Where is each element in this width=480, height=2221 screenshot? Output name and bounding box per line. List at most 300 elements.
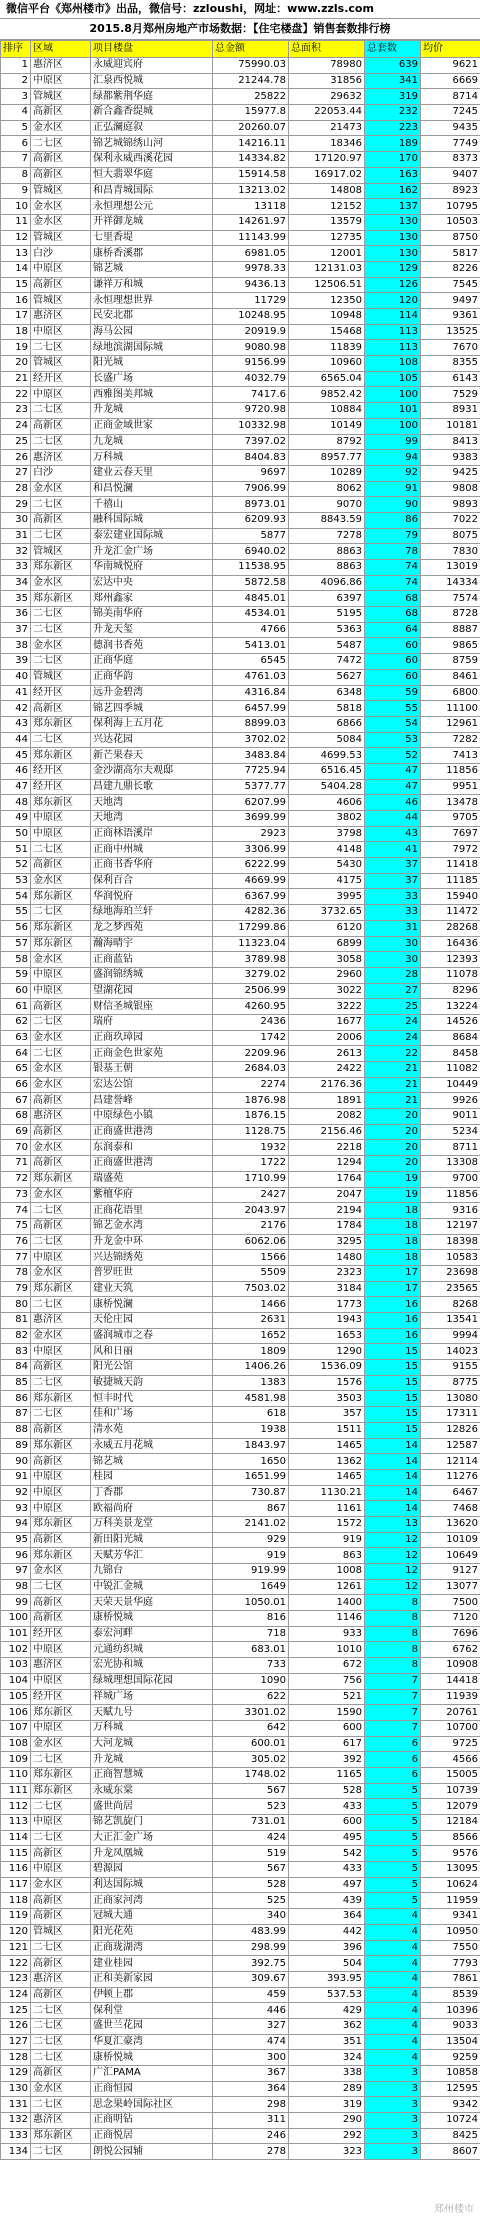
cell-project: 阳光花苑: [91, 1924, 213, 1940]
table-row: [1, 2003, 480, 2019]
cell-amount: 3483.84: [213, 748, 289, 764]
table-row: [1, 120, 480, 136]
cell-area: 1290: [289, 1344, 365, 1360]
cell-area: 1130.21: [289, 1485, 365, 1501]
cell-avg-price: 14418: [421, 1673, 480, 1689]
cell-area: 12001: [289, 246, 365, 262]
cell-avg-price: 10583: [421, 1250, 480, 1266]
cell-district: 高新区: [31, 1124, 91, 1140]
table-row: [1, 1203, 480, 1219]
table-row: [1, 2097, 480, 2113]
cell-area: 528: [289, 1783, 365, 1799]
cell-area: 10948: [289, 309, 365, 325]
cell-rank: 87: [1, 1407, 31, 1423]
cell-avg-price: 8728: [421, 607, 480, 623]
cell-amount: 11143.99: [213, 230, 289, 246]
cell-units: 53: [365, 732, 421, 748]
cell-avg-price: 8355: [421, 356, 480, 372]
cell-amount: 7906.99: [213, 481, 289, 497]
cell-project: 康桥悦城: [91, 1611, 213, 1627]
cell-amount: 4845.01: [213, 591, 289, 607]
cell-amount: 309.67: [213, 1971, 289, 1987]
cell-district: 白沙: [31, 465, 91, 481]
cell-area: 392: [289, 1752, 365, 1768]
table-row: [1, 732, 480, 748]
table-row: [1, 497, 480, 513]
cell-avg-price: 4566: [421, 1752, 480, 1768]
cell-avg-price: 9033: [421, 2018, 480, 2034]
cell-district: 金水区: [31, 214, 91, 230]
cell-units: 99: [365, 434, 421, 450]
cell-units: 5: [365, 1862, 421, 1878]
col-header-avg-price: 均价: [421, 41, 480, 58]
col-header-amount: 总金额: [213, 41, 289, 58]
cell-avg-price: 12587: [421, 1438, 480, 1454]
cell-project: 远升金碧湾: [91, 685, 213, 701]
table-row: [1, 763, 480, 779]
cell-avg-price: 15005: [421, 1767, 480, 1783]
cell-amount: 718: [213, 1626, 289, 1642]
cell-area: 429: [289, 2003, 365, 2019]
cell-rank: 74: [1, 1203, 31, 1219]
cell-amount: 4581.98: [213, 1391, 289, 1407]
cell-amount: 525: [213, 1893, 289, 1909]
cell-rank: 52: [1, 858, 31, 874]
cell-units: 105: [365, 371, 421, 387]
cell-district: 中原区: [31, 387, 91, 403]
table-row: [1, 826, 480, 842]
col-header-district: 区域: [31, 41, 91, 58]
table-row: [1, 1265, 480, 1281]
table-row: [1, 842, 480, 858]
cell-district: 二七区: [31, 136, 91, 152]
cell-units: 30: [365, 952, 421, 968]
cell-units: 90: [365, 497, 421, 513]
cell-units: 17: [365, 1265, 421, 1281]
cell-rank: 32: [1, 544, 31, 560]
cell-project: 锦艺城: [91, 1454, 213, 1470]
cell-avg-price: 12184: [421, 1815, 480, 1831]
cell-area: 15468: [289, 324, 365, 340]
cell-avg-price: 10649: [421, 1548, 480, 1564]
cell-avg-price: 17311: [421, 1407, 480, 1423]
cell-avg-price: 7830: [421, 544, 480, 560]
cell-amount: 567: [213, 1862, 289, 1878]
cell-amount: 618: [213, 1407, 289, 1423]
cell-district: 高新区: [31, 1611, 91, 1627]
cell-amount: 929: [213, 1532, 289, 1548]
cell-units: 19: [365, 1171, 421, 1187]
cell-units: 130: [365, 246, 421, 262]
cell-avg-price: 7574: [421, 591, 480, 607]
cell-avg-price: 6143: [421, 371, 480, 387]
cell-district: 郑东新区: [31, 889, 91, 905]
cell-units: 68: [365, 607, 421, 623]
cell-area: 1010: [289, 1642, 365, 1658]
cell-amount: 519: [213, 1846, 289, 1862]
cell-project: 泰宏河畔: [91, 1626, 213, 1642]
table-header-row: [1, 41, 480, 58]
cell-rank: 72: [1, 1171, 31, 1187]
cell-avg-price: 7245: [421, 105, 480, 121]
cell-area: 537.53: [289, 1987, 365, 2003]
table-row: [1, 1548, 480, 1564]
cell-area: 12735: [289, 230, 365, 246]
cell-area: 7278: [289, 528, 365, 544]
cell-area: 4096.86: [289, 575, 365, 591]
cell-units: 15: [365, 1375, 421, 1391]
cell-project: 正商盛世港湾: [91, 1156, 213, 1172]
cell-avg-price: 11856: [421, 1187, 480, 1203]
cell-units: 6: [365, 1752, 421, 1768]
cell-avg-price: 6800: [421, 685, 480, 701]
cell-district: 金水区: [31, 2081, 91, 2097]
table-row: [1, 560, 480, 576]
table-row: [1, 1234, 480, 1250]
table-row: [1, 638, 480, 654]
cell-area: 323: [289, 2144, 365, 2160]
cell-amount: 1566: [213, 1250, 289, 1266]
cell-units: 162: [365, 183, 421, 199]
cell-rank: 75: [1, 1218, 31, 1234]
cell-project: 新芒果春天: [91, 748, 213, 764]
cell-project: 中原绿色小镇: [91, 1109, 213, 1125]
table-row: [1, 858, 480, 874]
cell-amount: 298.99: [213, 1940, 289, 1956]
cell-amount: 367: [213, 2066, 289, 2082]
cell-amount: 919: [213, 1548, 289, 1564]
cell-units: 4: [365, 1987, 421, 2003]
cell-area: 495: [289, 1830, 365, 1846]
cell-district: 金水区: [31, 1877, 91, 1893]
cell-amount: 2274: [213, 1077, 289, 1093]
cell-amount: 3699.99: [213, 811, 289, 827]
cell-project: 天伦庄园: [91, 1313, 213, 1329]
table-row: [1, 1987, 480, 2003]
cell-project: 锦艺四季城: [91, 701, 213, 717]
cell-avg-price: 8268: [421, 1297, 480, 1313]
table-row: [1, 2034, 480, 2050]
cell-rank: 94: [1, 1516, 31, 1532]
cell-avg-price: 9808: [421, 481, 480, 497]
cell-amount: 1876.15: [213, 1109, 289, 1125]
cell-avg-price: 9994: [421, 1328, 480, 1344]
cell-project: 保利永威西溪花园: [91, 152, 213, 168]
cell-project: 永威迎宾府: [91, 58, 213, 74]
cell-amount: 21244.78: [213, 73, 289, 89]
cell-district: 中原区: [31, 324, 91, 340]
cell-units: 101: [365, 403, 421, 419]
cell-project: 瑞盛苑: [91, 1171, 213, 1187]
cell-units: 12: [365, 1579, 421, 1595]
cell-avg-price: 23698: [421, 1265, 480, 1281]
cell-amount: 7503.02: [213, 1281, 289, 1297]
cell-amount: 8973.01: [213, 497, 289, 513]
cell-amount: 459: [213, 1987, 289, 2003]
table-row: [1, 2128, 480, 2144]
cell-district: 中原区: [31, 1250, 91, 1266]
cell-avg-price: 13478: [421, 795, 480, 811]
cell-avg-price: 12197: [421, 1218, 480, 1234]
cell-amount: 9978.33: [213, 261, 289, 277]
cell-project: 海马公园: [91, 324, 213, 340]
cell-district: 中原区: [31, 1501, 91, 1517]
cell-units: 18: [365, 1250, 421, 1266]
cell-units: 33: [365, 889, 421, 905]
cell-units: 6: [365, 1767, 421, 1783]
cell-avg-price: 7697: [421, 826, 480, 842]
cell-rank: 25: [1, 434, 31, 450]
cell-district: 高新区: [31, 1909, 91, 1925]
cell-area: 1294: [289, 1156, 365, 1172]
cell-amount: 10332.98: [213, 418, 289, 434]
cell-area: 433: [289, 1799, 365, 1815]
cell-amount: 730.87: [213, 1485, 289, 1501]
cell-avg-price: 7529: [421, 387, 480, 403]
cell-area: 6516.45: [289, 763, 365, 779]
cell-area: 1590: [289, 1705, 365, 1721]
cell-area: 5195: [289, 607, 365, 623]
cell-units: 4: [365, 1940, 421, 1956]
cell-project: 恒丰时代: [91, 1391, 213, 1407]
cell-area: 10960: [289, 356, 365, 372]
cell-area: 1261: [289, 1579, 365, 1595]
cell-district: 金水区: [31, 120, 91, 136]
cell-area: 5487: [289, 638, 365, 654]
cell-rank: 129: [1, 2066, 31, 2082]
cell-rank: 123: [1, 1971, 31, 1987]
cell-avg-price: 10739: [421, 1783, 480, 1799]
cell-units: 74: [365, 560, 421, 576]
table-row: [1, 936, 480, 952]
cell-units: 232: [365, 105, 421, 121]
cell-area: 338: [289, 2066, 365, 2082]
cell-amount: 3306.99: [213, 842, 289, 858]
cell-units: 60: [365, 669, 421, 685]
cell-project: 绿地海珀兰轩: [91, 905, 213, 921]
cell-district: 高新区: [31, 1454, 91, 1470]
cell-district: 金水区: [31, 1564, 91, 1580]
cell-units: 5: [365, 1830, 421, 1846]
cell-project: 锦艺凯旋门: [91, 1815, 213, 1831]
cell-units: 64: [365, 622, 421, 638]
cell-amount: 622: [213, 1689, 289, 1705]
cell-area: 5084: [289, 732, 365, 748]
cell-rank: 114: [1, 1830, 31, 1846]
cell-units: 8: [365, 1626, 421, 1642]
cell-units: 163: [365, 167, 421, 183]
cell-district: 金水区: [31, 1187, 91, 1203]
cell-district: 郑东新区: [31, 1438, 91, 1454]
cell-avg-price: 9621: [421, 58, 480, 74]
cell-project: 锦美南华府: [91, 607, 213, 623]
cell-amount: 6222.99: [213, 858, 289, 874]
table-row: [1, 748, 480, 764]
cell-avg-price: 11100: [421, 701, 480, 717]
cell-rank: 113: [1, 1815, 31, 1831]
cell-area: 1677: [289, 1014, 365, 1030]
cell-units: 13: [365, 1516, 421, 1532]
cell-project: 大正汇金广场: [91, 1830, 213, 1846]
cell-units: 120: [365, 293, 421, 309]
cell-project: 正商悦居: [91, 2128, 213, 2144]
table-row: [1, 1736, 480, 1752]
table-row: [1, 685, 480, 701]
cell-avg-price: 6762: [421, 1642, 480, 1658]
table-row: [1, 1124, 480, 1140]
cell-project: 升龙汇金广场: [91, 544, 213, 560]
cell-project: 欧福尚府: [91, 1501, 213, 1517]
table-row: [1, 701, 480, 717]
cell-project: 升龙城: [91, 403, 213, 419]
cell-area: 1943: [289, 1313, 365, 1329]
cell-district: 二七区: [31, 1046, 91, 1062]
cell-avg-price: 16436: [421, 936, 480, 952]
cell-area: 12506.51: [289, 277, 365, 293]
cell-district: 二七区: [31, 2050, 91, 2066]
cell-project: 正商金域世家: [91, 418, 213, 434]
cell-units: 15: [365, 1422, 421, 1438]
cell-avg-price: 10700: [421, 1720, 480, 1736]
cell-project: 绿城理想国际花园: [91, 1673, 213, 1689]
cell-project: 大河龙城: [91, 1736, 213, 1752]
table-row: [1, 779, 480, 795]
cell-amount: 4282.36: [213, 905, 289, 921]
cell-area: 672: [289, 1658, 365, 1674]
cell-district: 二七区: [31, 2018, 91, 2034]
cell-area: 14808: [289, 183, 365, 199]
cell-amount: 6207.99: [213, 795, 289, 811]
cell-avg-price: 13525: [421, 324, 480, 340]
cell-project: 正商金色世家苑: [91, 1046, 213, 1062]
cell-district: 二七区: [31, 1579, 91, 1595]
cell-project: 正商珑湖湾: [91, 1940, 213, 1956]
cell-rank: 130: [1, 2081, 31, 2097]
table-row: [1, 1109, 480, 1125]
cell-avg-price: 9865: [421, 638, 480, 654]
cell-avg-price: 9316: [421, 1203, 480, 1219]
cell-project: 和昌悦澜: [91, 481, 213, 497]
cell-rank: 16: [1, 293, 31, 309]
cell-amount: 919.99: [213, 1564, 289, 1580]
table-row: [1, 481, 480, 497]
table-row: [1, 528, 480, 544]
cell-avg-price: 11185: [421, 873, 480, 889]
cell-project: 保利堂: [91, 2003, 213, 2019]
cell-district: 金水区: [31, 1736, 91, 1752]
cell-area: 12152: [289, 199, 365, 215]
cell-units: 6: [365, 1736, 421, 1752]
cell-district: 惠济区: [31, 1313, 91, 1329]
cell-rank: 68: [1, 1109, 31, 1125]
cell-avg-price: 7550: [421, 1940, 480, 1956]
cell-units: 18: [365, 1218, 421, 1234]
cell-rank: 70: [1, 1140, 31, 1156]
cell-units: 79: [365, 528, 421, 544]
cell-project: 万科城: [91, 1720, 213, 1736]
cell-rank: 128: [1, 2050, 31, 2066]
cell-amount: 1809: [213, 1344, 289, 1360]
cell-avg-price: 28268: [421, 920, 480, 936]
cell-project: 盛润锦绣城: [91, 967, 213, 983]
cell-district: 高新区: [31, 1218, 91, 1234]
cell-district: 高新区: [31, 1360, 91, 1376]
table-row: [1, 89, 480, 105]
cell-units: 3: [365, 2144, 421, 2160]
cell-rank: 42: [1, 701, 31, 717]
cell-area: 10289: [289, 465, 365, 481]
cell-avg-price: 10908: [421, 1658, 480, 1674]
cell-units: 54: [365, 716, 421, 732]
cell-area: 3798: [289, 826, 365, 842]
table-row: [1, 1752, 480, 1768]
cell-area: 351: [289, 2034, 365, 2050]
cell-avg-price: 10181: [421, 418, 480, 434]
table-row: [1, 230, 480, 246]
table-row: [1, 1171, 480, 1187]
cell-avg-price: 7282: [421, 732, 480, 748]
table-row: [1, 716, 480, 732]
cell-project: 永恒理想世界: [91, 293, 213, 309]
cell-district: 郑东新区: [31, 1516, 91, 1532]
cell-amount: 683.01: [213, 1642, 289, 1658]
cell-area: 5404.28: [289, 779, 365, 795]
table-row: [1, 1971, 480, 1987]
cell-area: 8957.77: [289, 450, 365, 466]
cell-units: 47: [365, 779, 421, 795]
cell-district: 中原区: [31, 1815, 91, 1831]
cell-rank: 47: [1, 779, 31, 795]
cell-avg-price: 10449: [421, 1077, 480, 1093]
table-row: [1, 1454, 480, 1470]
cell-avg-price: 10109: [421, 1532, 480, 1548]
cell-units: 5: [365, 1893, 421, 1909]
cell-area: 3732.65: [289, 905, 365, 921]
cell-area: 5430: [289, 858, 365, 874]
cell-rank: 80: [1, 1297, 31, 1313]
table-row: [1, 2144, 480, 2160]
cell-avg-price: 11856: [421, 763, 480, 779]
cell-project: 阳光公馆: [91, 1360, 213, 1376]
cell-project: 泰宏建业国际城: [91, 528, 213, 544]
cell-rank: 33: [1, 560, 31, 576]
cell-area: 11839: [289, 340, 365, 356]
cell-rank: 121: [1, 1940, 31, 1956]
cell-area: 1161: [289, 1501, 365, 1517]
cell-units: 12: [365, 1564, 421, 1580]
cell-district: 经开区: [31, 1626, 91, 1642]
cell-amount: 4669.99: [213, 873, 289, 889]
table-row: [1, 73, 480, 89]
cell-units: 223: [365, 120, 421, 136]
cell-project: 昌建誉峰: [91, 1093, 213, 1109]
cell-avg-price: 12393: [421, 952, 480, 968]
cell-rank: 63: [1, 1030, 31, 1046]
cell-area: 1891: [289, 1093, 365, 1109]
cell-avg-price: 13620: [421, 1516, 480, 1532]
cell-project: 宏光协和城: [91, 1658, 213, 1674]
cell-area: 1572: [289, 1516, 365, 1532]
cell-units: 3: [365, 2097, 421, 2113]
cell-rank: 41: [1, 685, 31, 701]
cell-project: 谦祥万和城: [91, 277, 213, 293]
cell-amount: 340: [213, 1909, 289, 1925]
cell-units: 12: [365, 1532, 421, 1548]
cell-units: 59: [365, 685, 421, 701]
cell-amount: 6545: [213, 654, 289, 670]
cell-district: 高新区: [31, 1156, 91, 1172]
table-row: [1, 1564, 480, 1580]
